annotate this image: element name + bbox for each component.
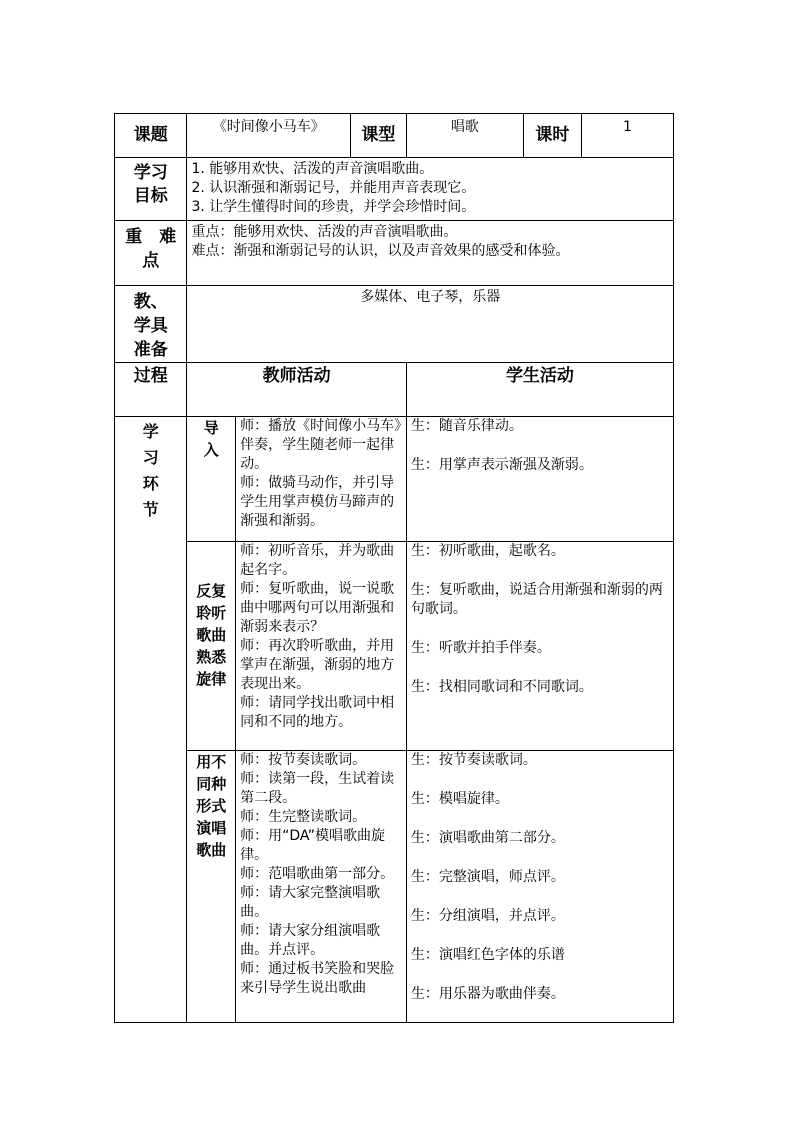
student-activity: 生：按节奏读歌词。 生：模唱旋律。 生：演唱歌曲第二部分。 生：完整演唱，师点评。 生：分组演唱，并点评。 生：演唱红色字体的乐谱 生：用乐器为歌曲伴奏。 — [406, 751, 673, 1023]
stage-title: 导 入 — [187, 417, 236, 542]
key-point: 重点：能够用欢快、活泼的声音演唱歌曲。 — [191, 224, 458, 240]
topic-value: 《时间像小马车》 — [187, 114, 351, 158]
goal-item: 2. 认识渐强和渐弱记号，并能用声音表现它。 — [191, 180, 476, 196]
stage-row — [115, 542, 674, 751]
difficulty-point: 难点：渐强和渐弱记号的认识，以及声音效果的感受和体验。 — [191, 243, 570, 259]
teacher-activity: 师：按节奏读歌词。 师：读第一段，生试着读第二段。 师：生完整读歌词。 师：用“DA”模唱歌曲旋律。 师：范唱歌曲第一部分。 师：请大家完整演唱歌曲。 师：请大家分组演唱歌曲。并点评。 师：通过板书笑脸和哭脸来引导学生说出歌曲 — [236, 751, 407, 1023]
stage-row — [115, 751, 674, 1023]
header-row — [115, 114, 674, 158]
type-label: 课型 — [350, 114, 406, 158]
key-points-label: 重 难 点 — [115, 221, 187, 286]
process-label: 过程 — [115, 363, 187, 417]
teacher-activity: 师：初听音乐，并为歌曲起名字。 师：复听歌曲，说一说歌曲中哪两句可以用渐强和渐弱来表示？ 师：再次聆听歌曲，并用掌声在渐强，渐弱的地方表现出来。 师：请同学找出歌词中相同和不同的地方。 — [236, 542, 407, 751]
materials-row — [115, 286, 674, 363]
topic-label: 课题 — [115, 114, 187, 158]
student-activity: 生：初听歌曲，起歌名。 生：复听歌曲，说适合用渐强和渐弱的两句歌词。 生：听歌并拍手伴奏。 生：找相同歌词和不同歌词。 — [406, 542, 673, 751]
materials-label: 教、 学具 准备 — [115, 286, 187, 363]
materials-value: 多媒体、电子琴，乐器 — [187, 286, 674, 363]
lesson-plan-table — [114, 113, 674, 1023]
hours-value: 1 — [581, 114, 673, 158]
stage-row — [115, 417, 674, 542]
teacher-activity: 师：播放《时间像小马车》伴奏，学生随老师一起律动。 师：做骑马动作，并引导学生用掌声模仿马蹄声的渐强和渐弱。 — [236, 417, 407, 542]
goals-label: 学习 目标 — [115, 158, 187, 221]
hours-label: 课时 — [523, 114, 581, 158]
teacher-activity-header: 教师活动 — [187, 363, 406, 417]
goals-row — [115, 158, 674, 221]
goals-content — [187, 158, 674, 221]
stage-title: 反复 聆听 歌曲 熟悉 旋律 — [187, 542, 236, 751]
student-activity-header: 学生活动 — [406, 363, 673, 417]
goal-item: 3. 让学生懂得时间的珍贵，并学会珍惜时间。 — [191, 199, 476, 215]
stage-title: 用不 同种 形式 演唱 歌曲 — [187, 751, 236, 1023]
section-label: 学 习 环 节 — [115, 417, 187, 1023]
key-points-row — [115, 221, 674, 286]
type-value: 唱歌 — [406, 114, 523, 158]
goal-item: 1. 能够用欢快、活泼的声音演唱歌曲。 — [191, 161, 434, 177]
process-header-row — [115, 363, 674, 417]
student-activity: 生：随音乐律动。 生：用掌声表示渐强及渐弱。 — [406, 417, 673, 542]
key-points-content — [187, 221, 674, 286]
